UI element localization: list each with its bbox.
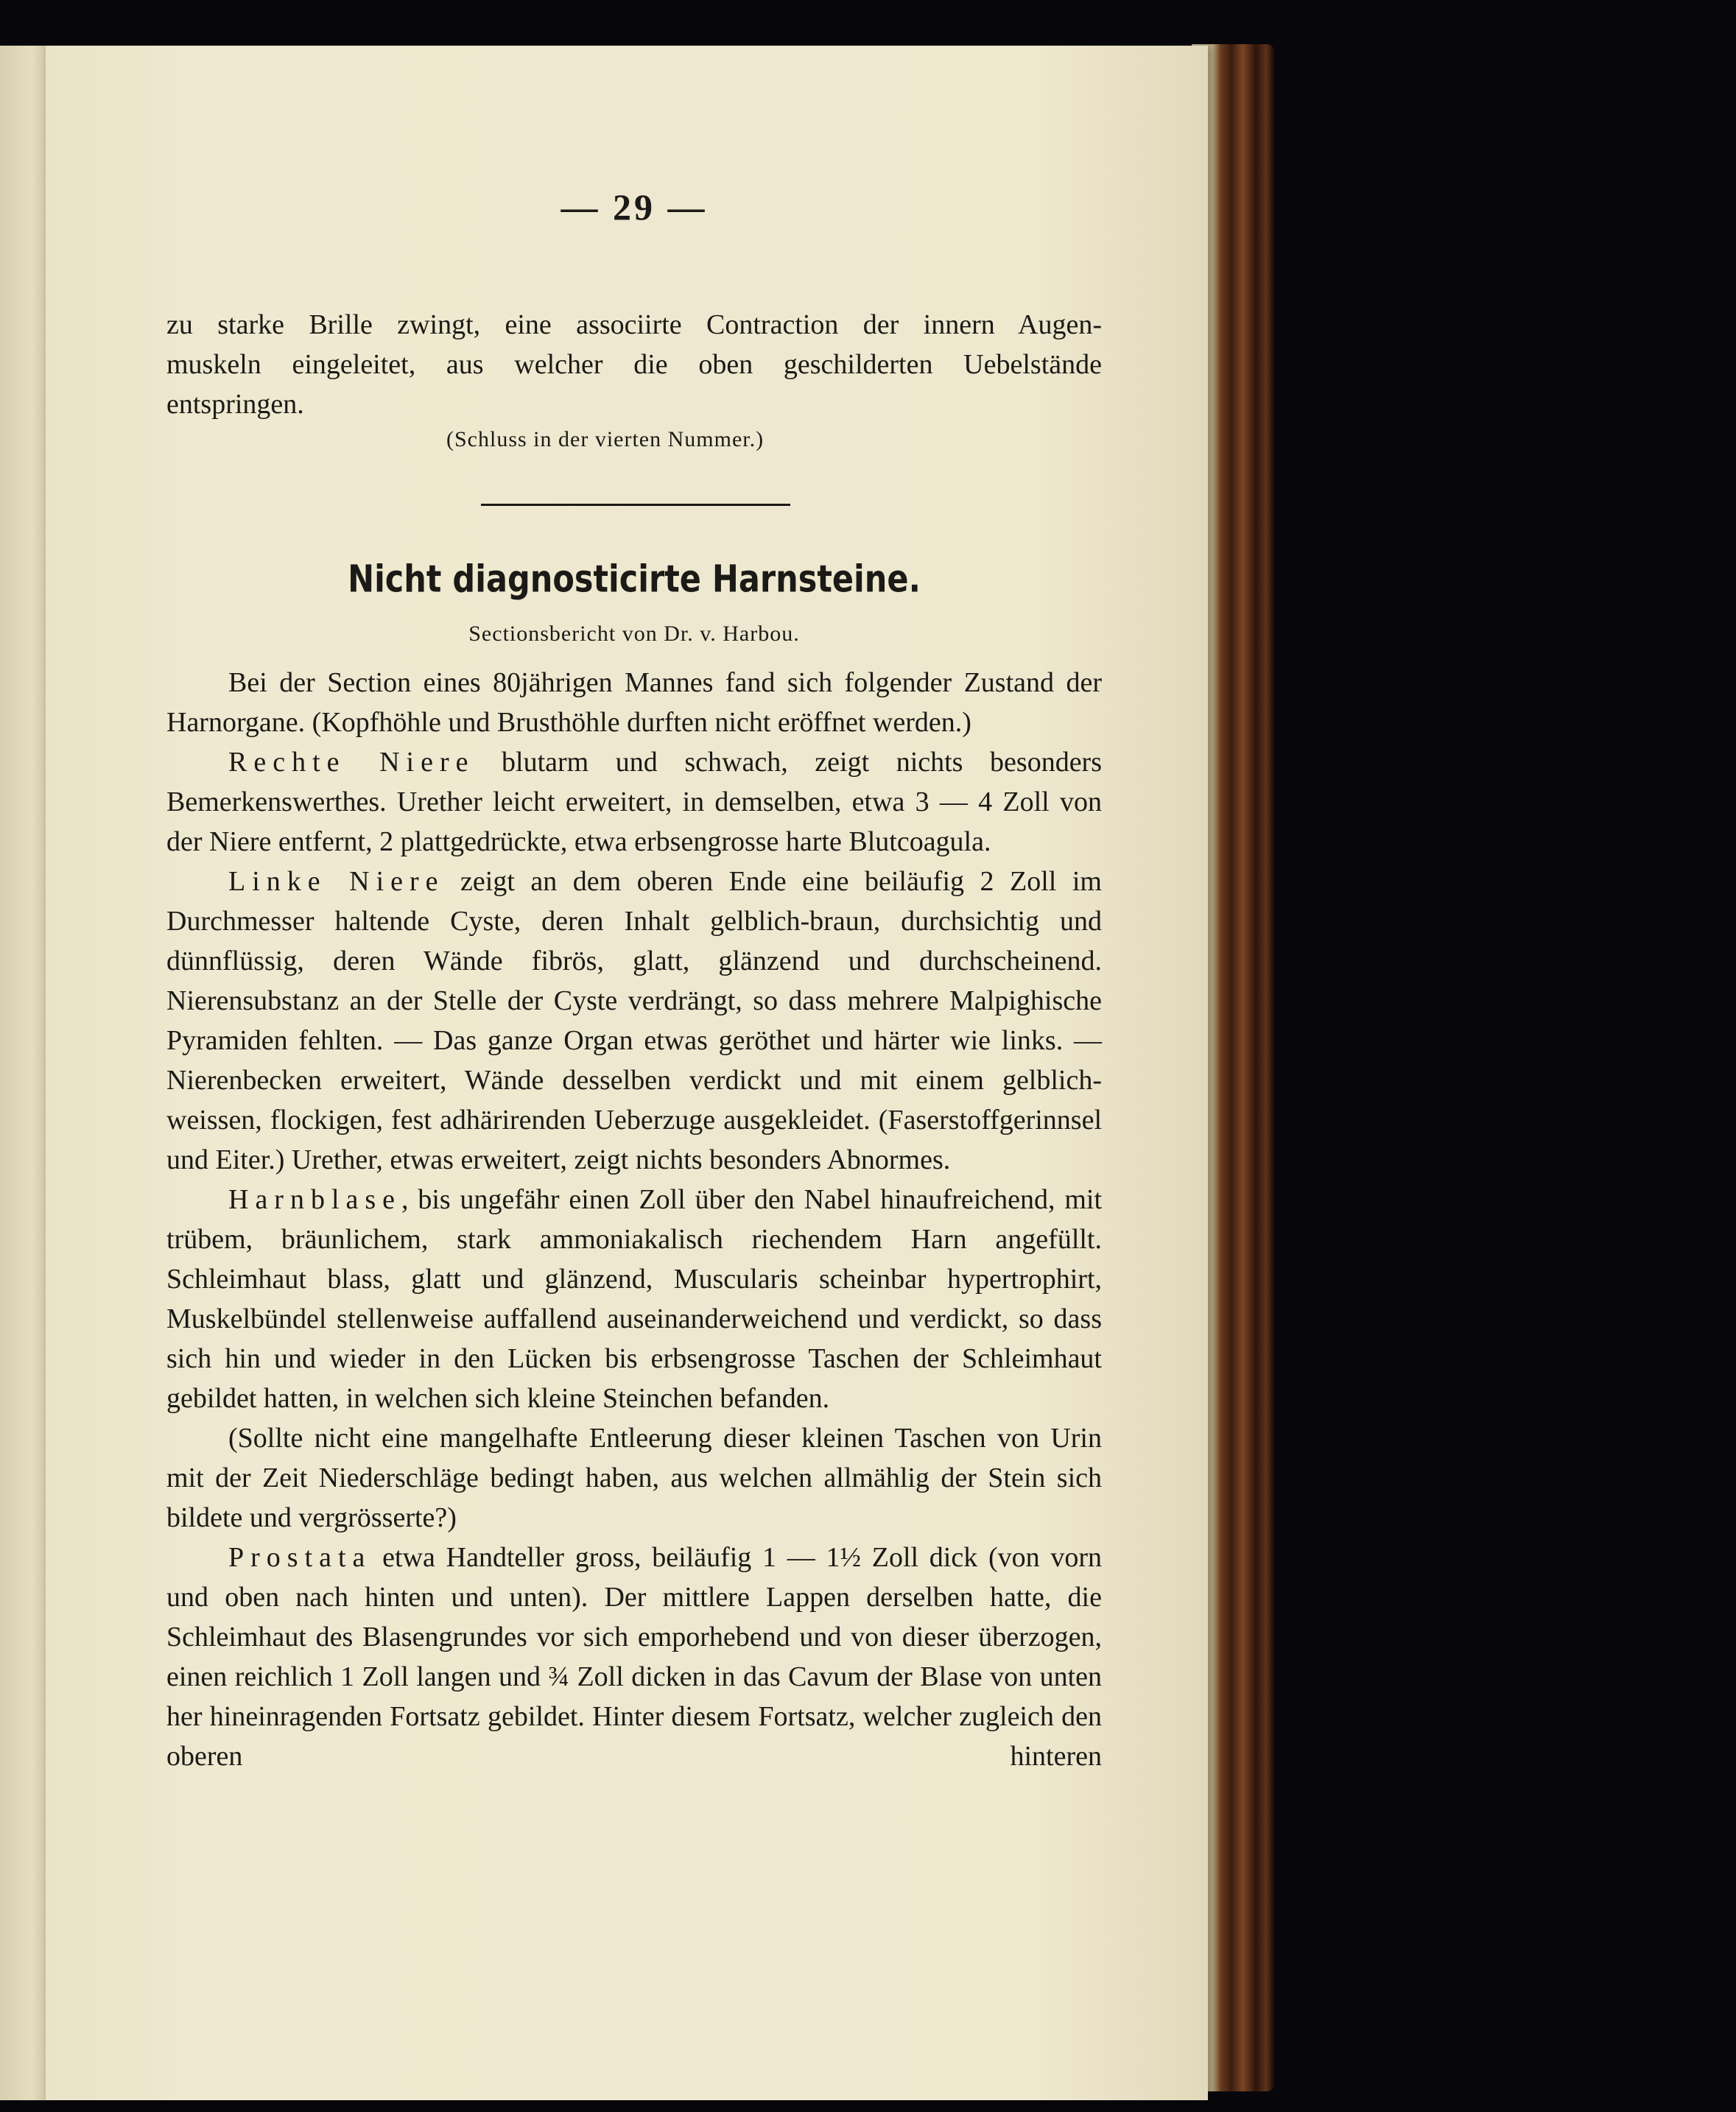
- section-divider: [481, 504, 790, 506]
- paragraph-text: etwa Handteller gross, beiläufig 1 — 1½ Zoll dick (von vorn und oben nach hinten und unten). Der mittlere Lappen derselben hatte, die Schleimhaut des Blasengrundes vor sich emporhebend und von dieser überzogen, einen reichlich 1 Zoll langen und ¾ Zoll dicken in das Cavum der Blase von unten her hineinragenden Fortsatz gebildet. Hinter diesem Fortsatz, welcher zugleich den oberen hinteren: [166, 1542, 1102, 1772]
- paragraph-text: Bei der Section eines 80jährigen Mannes fand sich folgender Zustand der Harnorgane. (Kopfhöhle und Brusthöhle durften nicht eröffnet werden.): [166, 667, 1102, 738]
- paragraph-intro: [166, 663, 1102, 742]
- article-byline: Sectionsbericht von Dr. v. Harbou.: [468, 622, 800, 646]
- article-body: [166, 663, 1102, 1776]
- carryover-line: zu starke Brille zwingt, eine associirte Contraction der innern Augen-: [166, 309, 1102, 340]
- paragraph-lead: Linke Niere: [228, 866, 445, 897]
- paragraph-text: blutarm und schwach, zeigt nichts besonders Bemerkenswerthes. Urether leicht erweitert, in demselben, etwa 3 — 4 Zoll von der Niere entfernt, 2 plattgedrückte, etwa erbsengrosse harte Blutcoagula.: [166, 747, 1102, 857]
- paragraph-lead: Prostata: [228, 1542, 372, 1573]
- paragraph-text: zeigt an dem oberen Ende eine beiläufig 2 Zoll im Durchmesser haltende Cyste, deren Inhalt gelblich-braun, durchsichtig und dünnflüssig, deren Wände fibrös, glatt, glänzend und durchscheinend. Nierensubstanz an der Stelle der Cyste verdrängt, so dass mehrere Malpighische Pyramiden fehlten. — Das ganze Organ etwas geröthet und härter wie links. — Nierenbecken erweitert, Wände desselben verdickt und mit einem gelblich-weissen, flockigen, fest adhärirenden Ueberzuge ausgekleidet. (Faserstoffgerinnsel und Eiter.) Urether, etwas erweitert, zeigt nichts besonders Abnormes.: [166, 866, 1102, 1175]
- paragraph-bladder: [166, 1180, 1102, 1418]
- paragraph-right-kidney: [166, 742, 1102, 862]
- article-title: Nicht diagnosticirte Harnsteine.: [348, 557, 921, 602]
- carryover-line: entspringen.: [166, 389, 304, 420]
- carryover-text: [166, 305, 1102, 424]
- paragraph-lead: Rechte Niere: [228, 747, 475, 778]
- paragraph-text: , bis ungefähr einen Zoll über den Nabel hinaufreichend, mit trübem, bräunlichem, stark ammoniakalisch riechendem Harn angefüllt. Schleimhaut blass, glatt und glänzend, Muscularis scheinbar hypertrophirt, Muskelbündel stellenweise auffallend auseinanderweichend und verdickt, so dass sich hin und wieder in den Lücken bis erbsengrosse Taschen der Schleimhaut gebildet hatten, in welchen sich kleine Steinchen befanden.: [166, 1184, 1102, 1414]
- paragraph-text: (Sollte nicht eine mangelhafte Entleerung dieser kleinen Taschen von Urin mit der Zeit Niederschläge bedingt haben, aus welchen allmählig der Stein sich bildete und vergrösserte?): [166, 1423, 1102, 1533]
- book-page: [46, 46, 1208, 2100]
- page-number: — 29 —: [560, 186, 708, 228]
- paragraph-lead: Harnblase: [228, 1184, 402, 1215]
- carryover-line: muskeln eingeleitet, aus welcher die oben geschilderten Uebelstände: [166, 349, 1102, 380]
- paragraph-remark: [166, 1418, 1102, 1538]
- previous-page-edge: [0, 46, 46, 2100]
- paragraph-prostate: [166, 1538, 1102, 1776]
- paragraph-left-kidney: [166, 862, 1102, 1180]
- continuation-note: (Schluss in der vierten Nummer.): [446, 427, 765, 451]
